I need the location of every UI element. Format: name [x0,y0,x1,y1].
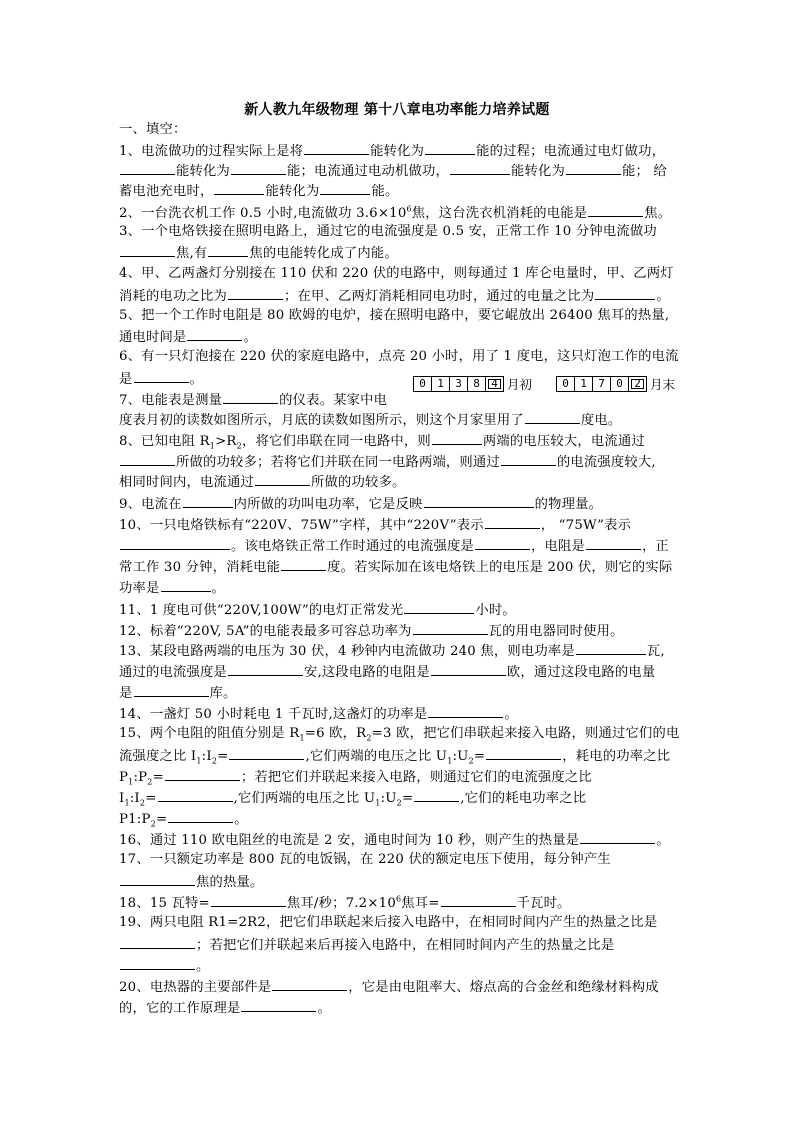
question-14: 14、一盏灯 50 小时耗电 1 千瓦时,这盏灯的功率是 。 [119,704,518,724]
question-9: 9、电流在 内所做的功叫电功率，它是反映 的物理量。 [119,494,602,514]
answer-blank[interactable] [120,243,175,257]
page-title: 新人教九年级物理 第十八章电功率能力培养试题 [244,102,550,118]
question-13-line-2: 通过的电流强度是 安,这段电路的电阻是 欧，通过这段电路的电量 [119,662,655,682]
answer-blank[interactable] [134,369,189,383]
meter-digit: 0 [611,377,629,391]
meter-digit: 1 [432,377,450,391]
question-15-line-1: 15、两个电阻的阻值分别是 $R_1=6$ 欧，$R_2=3$ 欧，把它们串联起来接入电路，则通过它们的电 [119,726,680,743]
question-3-line-2: 焦,有 焦的电能转化成了内能。 [119,243,398,263]
question-4-line-1: 4、甲、乙两盏灯分别接在 110 伏和 220 伏的电路中，则每通过 1 库仑电量时，甲、乙两灯 [119,266,674,281]
question-6-line-1: 6、有一只灯泡接在 220 伏的家庭电路中，点亮 20 小时，用了 1 度电，这只灯泡工作的电流 [119,349,679,364]
question-10-line-4: 功率是 。 [119,578,225,598]
answer-blank[interactable] [241,998,316,1012]
meter-reading-end [556,375,675,393]
question-13-line-1: 13、某段电路两端的电压为 30 伏，4 秒钟内电流做功 240 焦，则电功率是 瓦, [119,641,665,661]
answer-blank[interactable] [272,977,347,991]
answer-blank[interactable] [525,410,580,424]
section-heading: 一、填空： [119,122,187,137]
question-5-line-1: 5、把一个工作时电阻是 80 欧姆的电炉，接在照明电路中，要它崐放出 26400 焦耳的热量, [119,308,670,323]
answer-blank[interactable] [165,767,240,781]
meter-label: 月末 [650,377,676,392]
question-10-line-2: 。该电烙铁正常工作时通过的电流强度是 ，电阻是 ，正 [119,536,669,556]
answer-blank[interactable] [183,494,233,508]
question-12: 12、标着“220V, 5A”的电能表最多可容总功率为 瓦的用电器同时使用。 [119,621,624,641]
question-8-line-2: 所做的功较多；若将它们并联在同一电路两端，则通过 的电流强度较大, [119,452,656,472]
answer-blank[interactable] [414,788,459,802]
answer-blank[interactable] [485,515,540,529]
answer-blank[interactable] [120,935,195,949]
question-15-line-2: 流强度之比 $I_1:I_2=$ ,它们两端的电压之比 $U_1:U_2=$ ，耗电的功率之比 [119,746,670,766]
question-17-line-2: 焦的热量。 [119,872,263,892]
answer-blank[interactable] [320,181,370,195]
answer-blank[interactable] [586,536,641,550]
question-8-line-1: 8、已知电阻 $R_1>R_2$，将它们串联在同一电路中，则 两端的电压较大，电流通过 [119,431,645,451]
answer-blank[interactable] [580,830,655,844]
answer-blank[interactable] [501,452,556,466]
answer-blank[interactable] [428,704,503,718]
answer-blank[interactable] [228,286,283,300]
answer-blank[interactable] [255,472,310,486]
answer-blank[interactable] [413,621,488,635]
question-16: 16、通过 110 欧电阻丝的电流是 2 安，通电时间为 10 秒，则产生的热量是 。 [119,830,670,850]
answer-blank[interactable] [304,141,369,155]
answer-blank[interactable] [588,203,643,217]
answer-blank[interactable] [441,893,516,907]
answer-blank[interactable] [231,161,286,175]
meter-digit: 3 [450,377,468,391]
meter-label: 月初 [507,377,533,392]
question-19-line-2: ；若把它们并联起来后再接入电路中，在相同时间内产生的热量之比是 [119,935,614,955]
answer-blank[interactable] [120,536,230,550]
meter-reading-start [413,375,532,393]
answer-blank[interactable] [431,662,506,676]
answer-blank[interactable] [566,161,621,175]
question-1-line-3: 蓄电池充电时， 能转化为 能。 [119,181,398,201]
question-15-line-3: $P_1:P_2=$ ；若把它们并联起来接入电路，则通过它们的电流强度之比 [119,767,592,787]
question-8-line-3: 相同时间内，电流通过 所做的功较多。 [119,472,405,492]
answer-blank[interactable] [223,390,278,404]
answer-blank[interactable] [161,578,211,592]
question-10-line-1: 10、一只电烙铁标有“220V、75W”字样，其中“220V”表示 ， “75W”表示 [119,515,631,535]
question-19-line-3: 。 [119,956,210,976]
question-7-line-2: 度表月初的读数如图所示，月底的读数如图所示，则这个月家里用了 度电。 [119,410,621,430]
question-15-line-4: $I_1:I_2=$ ,它们两端的电压之比 $U_1:U_2=$ ,它们的耗电功率之比 [119,788,586,808]
answer-blank[interactable] [120,956,195,970]
question-2: 2、一台洗衣机工作 0.5 小时,电流做功 $3.6\times 10^6$焦，这台洗衣机消耗的电能是 焦。 [119,204,672,221]
question-15-line-5: $P1:P_2=$ 。 [119,809,248,829]
meter-digit: 0 [557,377,575,391]
question-19-line-1: 19、两只电阻 R1=2R2，把它们串联起来后接入电路中，在相同时间内产生的热量之比是 [119,915,658,930]
question-4-line-2: 消耗的电功之比为 ；在甲、乙两灯消耗相同电功时，通过的电量之比为 。 [119,286,670,306]
answer-blank[interactable] [134,683,209,697]
question-10-line-3: 常工作 30 分钟，消耗电能 度。若实际加在该电烙铁上的电压是 200 伏，则它的实际 [119,557,672,577]
answer-blank[interactable] [211,893,286,907]
meter-digit: 7 [593,377,611,391]
meter-decimal-digit: 4 [486,377,503,391]
question-3-line-1: 3、一个电烙铁接在照明电路上，通过它的电流强度是 0.5 安，正常工作 10 分钟电流做功 [119,224,657,239]
question-6-line-2: 是 。 [119,369,203,389]
meter-digit: 0 [414,377,432,391]
question-1-line-2: 能转化为 能；电流通过电动机做功， 能转化为 能； 给 [119,161,667,181]
answer-blank[interactable] [229,746,304,760]
question-11: 11、1 度电可供“220V,100W”的电灯正常发光 小时。 [119,600,516,620]
meter-digit: 1 [575,377,593,391]
question-13-line-3: 是 库。 [119,683,237,703]
answer-blank[interactable] [168,809,233,823]
question-1-line-1: 1、电流做功的过程实际上是将 能转化为 能的过程；电流通过电灯做功， [119,141,665,161]
question-20-line-1: 20、电热器的主要部件是 ，它是由电阻率大、熔点高的合金丝和绝缘材料构成 [119,977,659,997]
meter-decimal-digit: 2 [629,377,646,391]
question-5-line-2: 通电时间是 。 [119,327,257,347]
answer-blank[interactable] [424,494,534,508]
question-7-line-1: 7、电能表是测量 的仪表。某家中电 [119,390,387,410]
answer-blank[interactable] [214,181,264,195]
answer-blank[interactable] [450,161,510,175]
answer-blank[interactable] [486,746,561,760]
answer-blank[interactable] [158,788,233,802]
answer-blank[interactable] [120,161,175,175]
answer-blank[interactable] [425,141,475,155]
answer-blank[interactable] [432,431,482,445]
question-20-line-2: 的，它的工作原理是 。 [119,998,331,1018]
answer-blank[interactable] [120,452,175,466]
answer-blank[interactable] [576,641,646,655]
answer-blank[interactable] [475,536,530,550]
meter-digit: 8 [468,377,486,391]
answer-blank[interactable] [281,557,326,571]
question-17-line-1: 17、一只额定功率是 800 瓦的电饭锅，在 220 伏的额定电压下使用，每分钟产生 [119,852,611,867]
answer-blank[interactable] [228,662,303,676]
question-18: 18、15 瓦特= 焦耳/秒；$7.2\times 10^6$焦耳= 千瓦时。 [119,894,571,911]
answer-blank[interactable] [404,600,474,614]
answer-blank[interactable] [595,286,655,300]
answer-blank[interactable] [120,872,195,886]
answer-blank[interactable] [187,327,242,341]
answer-blank[interactable] [208,243,248,257]
